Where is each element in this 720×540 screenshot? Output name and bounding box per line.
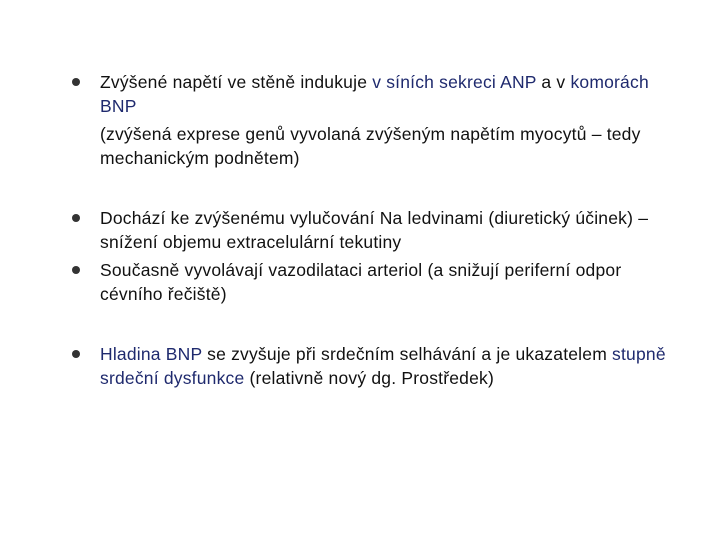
bullet-item-diuretic <box>72 206 672 254</box>
bullet-4-highlight-dysfunction: stupně srdeční dysfunkce <box>100 344 666 388</box>
bullet-list <box>72 70 672 390</box>
bullet-dot-icon <box>72 350 80 358</box>
bullet-4-text-b: (relativně nový dg. Prostředek) <box>244 368 495 388</box>
bullet-item-bnp-level <box>72 342 672 390</box>
bullet-4-highlight-bnp: Hladina BNP <box>100 344 203 364</box>
spacer <box>72 306 672 342</box>
bullet-1-subtext: (zvýšená exprese genů vyvolaná zvýšeným napětím myocytů – tedy mechanickým podnětem) <box>100 124 641 168</box>
bullet-4-text-a: se zvyšuje při srdečním selhávání a je ukazatelem <box>202 344 613 364</box>
spacer <box>72 170 672 206</box>
bullet-1-text-a: Zvýšené napětí ve stěně indukuje <box>100 72 373 92</box>
bullet-1-highlight-anp: v síních sekreci ANP <box>372 72 537 92</box>
bullet-item-anp-bnp <box>72 70 672 118</box>
bullet-dot-icon <box>72 78 80 86</box>
bullet-1-text-b: a v <box>536 72 571 92</box>
bullet-item-vasodilation <box>72 258 672 306</box>
bullet-dot-icon <box>72 266 80 274</box>
bullet-2-text: Dochází ke zvýšenému vylučování Na ledvinami (diuretický účinek) – snížení objemu extracelulární tekutiny <box>100 208 649 252</box>
bullet-3-text: Současně vyvolávají vazodilataci arteriol (a snižují periferní odpor cévního řečiště) <box>100 260 622 304</box>
bullet-1-highlight-bnp: komorách BNP <box>100 72 649 116</box>
bullet-dot-icon <box>72 214 80 222</box>
